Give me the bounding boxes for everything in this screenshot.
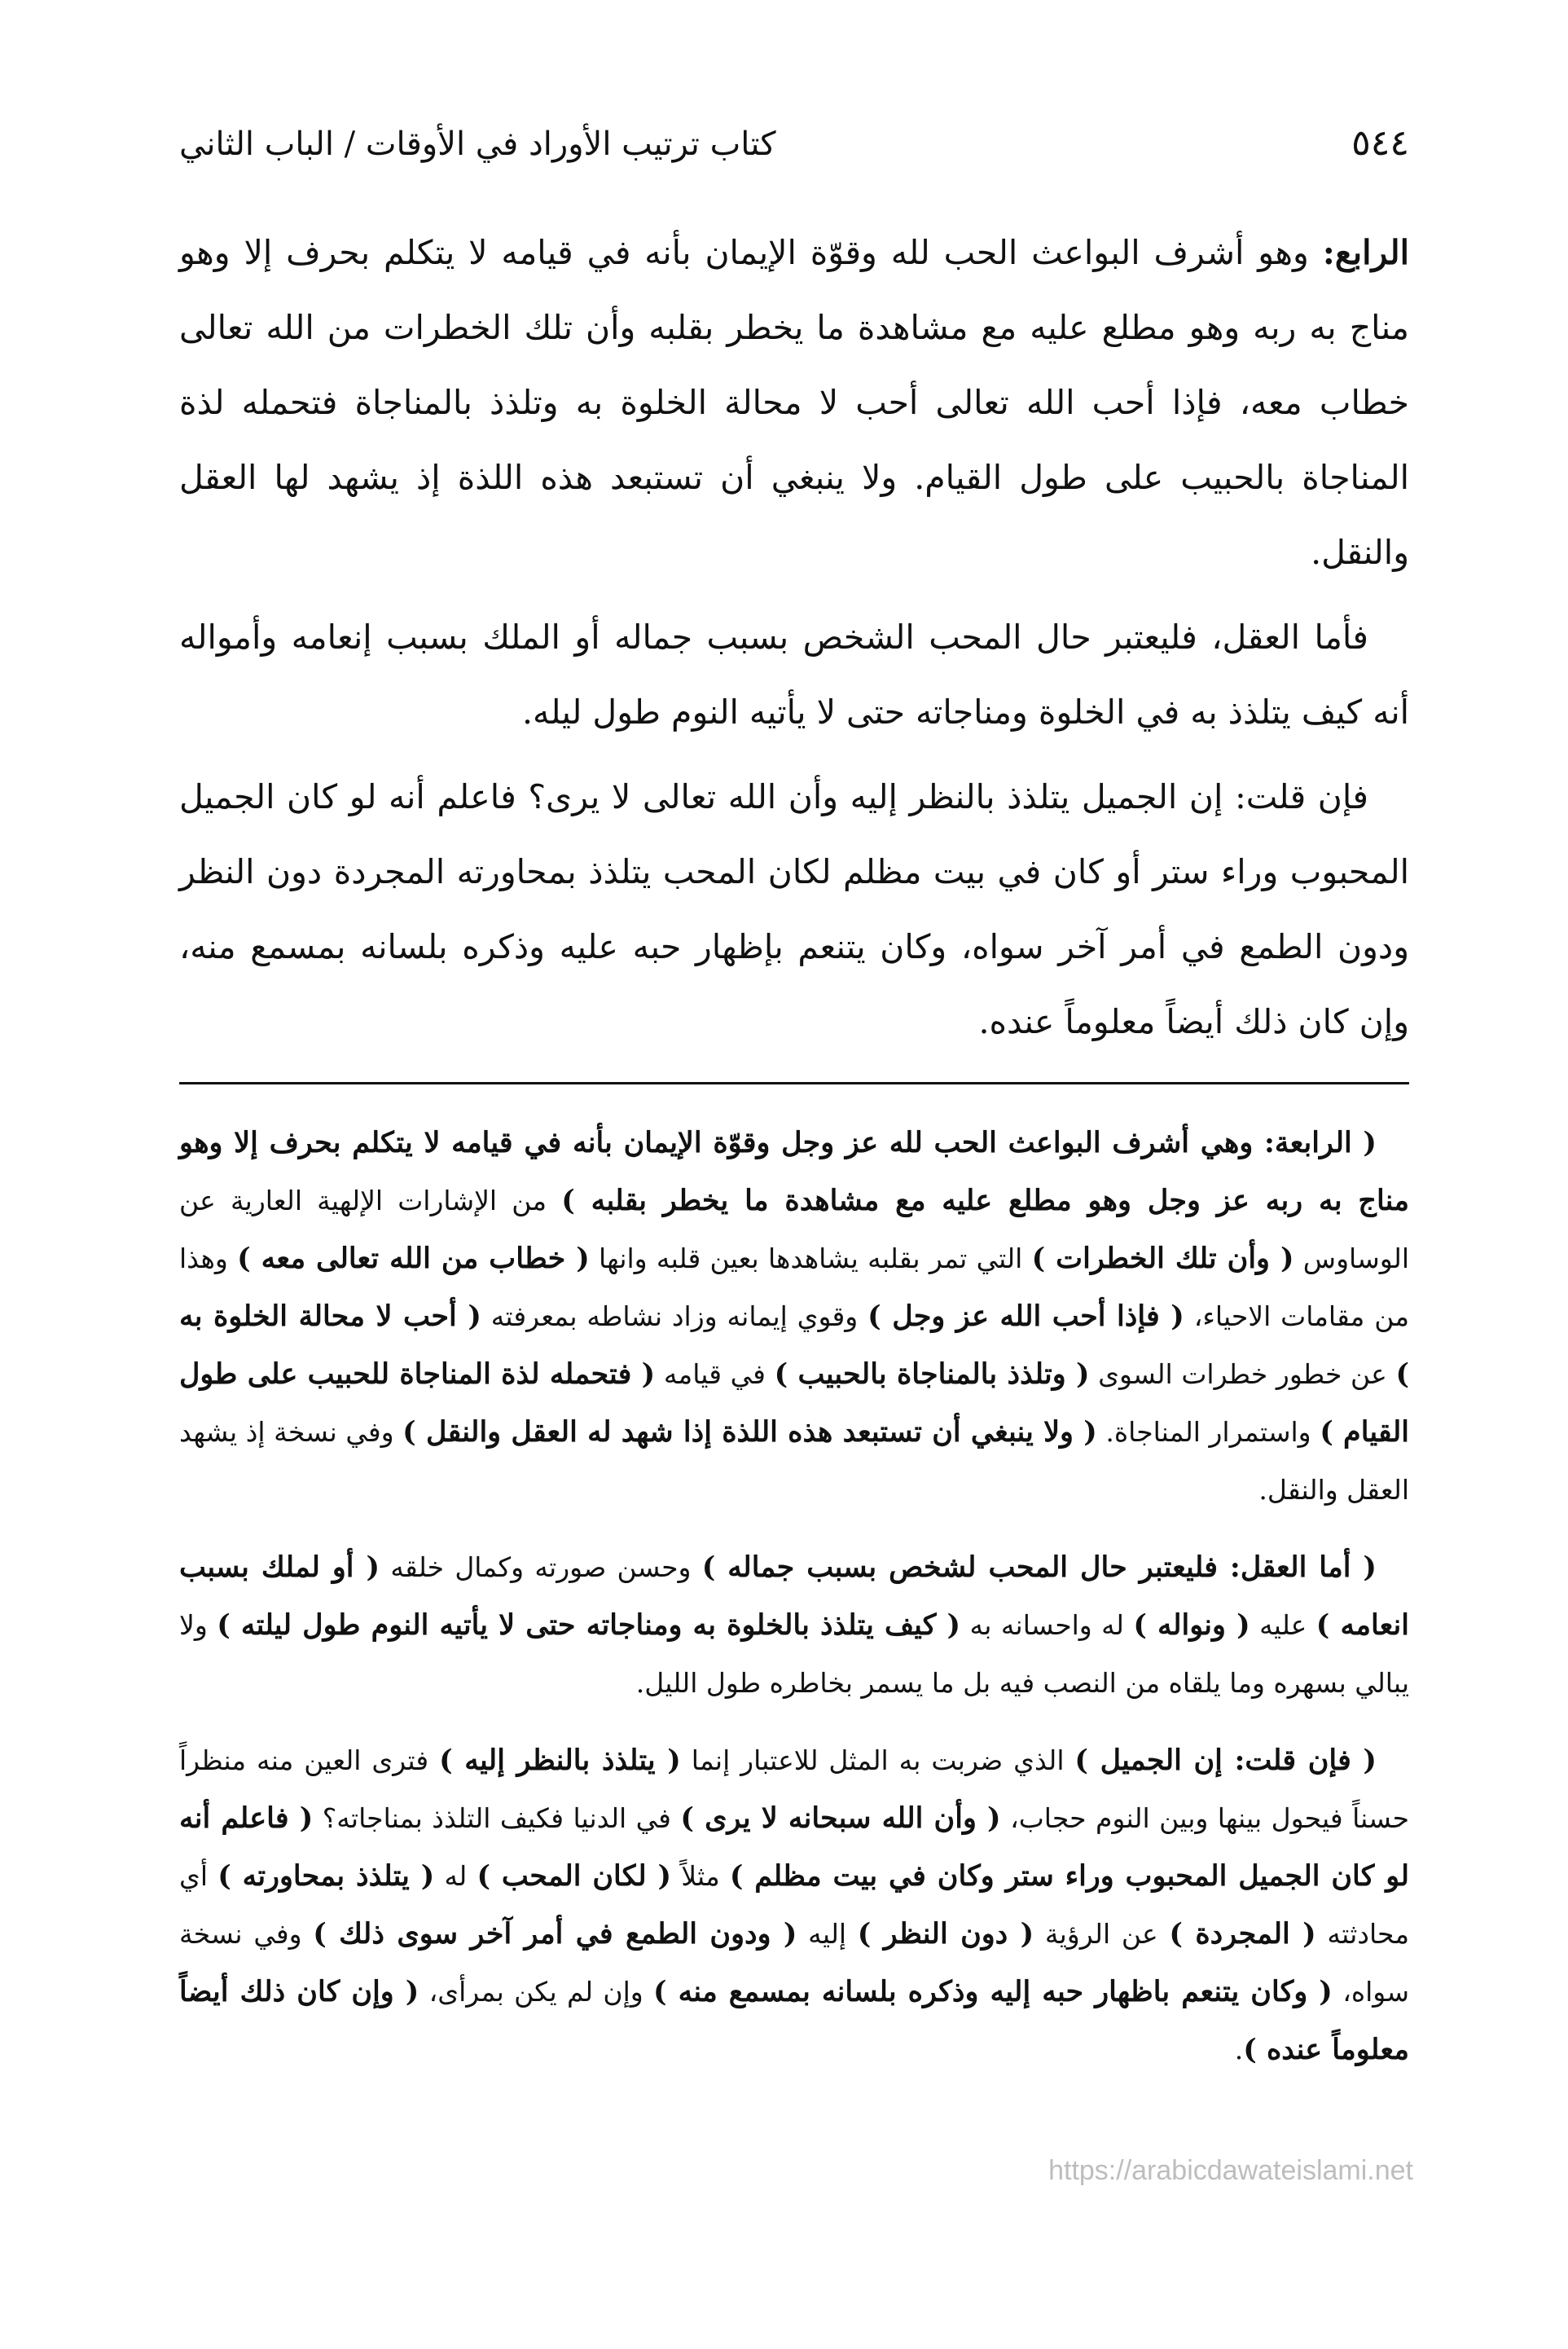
commentary-text: وهذا من مقامات الاحياء، [179,1243,1409,1332]
quoted-matn: ( أما العقل: فليعتبر حال المحب لشخص بسبب جماله ) [701,1551,1377,1584]
main-paragraph [179,215,1409,590]
quoted-matn: ( ولا ينبغي أن تستبعد هذه اللذة إذا شهد له العقل والنقل ) [402,1415,1097,1449]
quoted-matn: ( فإن قلت: إن الجميل ) [1074,1744,1377,1777]
running-header [179,122,1409,179]
commentary-text: . [1234,2034,1244,2065]
quoted-matn: ( وكان يتنعم باظهار حبه إليه وذكره بلسانه بمسمع منه ) [653,1975,1333,2008]
commentary-text: واستمرار المناجاة. [1096,1416,1320,1448]
quoted-matn: ( فاعلم أنه لو كان الجميل المحبوب وراء ستر وكان في بيت مظلم ) [179,1801,1409,1893]
quoted-matn: ( فإذا أحب الله عز وجل ) [867,1300,1184,1333]
main-paragraph: فأما العقل، فليعتبر حال المحب الشخص بسبب جماله أو الملك بسبب إنعامه وأمواله أنه كيف يتلذذ به في الخلوة ومناجاته حتى لا يأتيه النوم طول ليله. [179,618,1409,732]
commentary-text: التي تمر بقلبه يشاهدها بعين قلبه وانها [589,1243,1032,1274]
quoted-matn: ( دون النظر ) [857,1917,1034,1951]
footnote-divider [179,1082,1409,1084]
paragraph-lead: الرابع: [1322,233,1409,272]
commentary-paragraph [179,1731,1409,2078]
commentary-text: مثلاً [671,1860,730,1892]
quoted-matn: ( أو لملك بسبب انعامه ) [179,1551,1410,1642]
commentary-text: وفي نسخة سواه، [179,1918,1409,2008]
watermark: https://arabicdawateislami.net [1048,2155,1413,2186]
quoted-matn: ( ونواله ) [1133,1608,1250,1642]
commentary-text: الذي ضربت به المثل للاعتبار إنما [680,1744,1075,1776]
quoted-matn: ( يتلذذ بمحاورته ) [217,1859,435,1893]
commentary-text: وإن لم يكن بمرأى، [419,1976,654,2008]
commentary-text: له واحسانه به [960,1609,1134,1641]
quoted-matn: ( وأن تلك الخطرات ) [1031,1242,1294,1275]
quoted-matn: ( فتحمله لذة المناجاة للحبيب على طول القيام ) [179,1357,1410,1449]
page-number: ٥٤٤ [1351,122,1409,164]
quoted-matn: ( وأن الله سبحانه لا يرى ) [680,1801,1001,1835]
commentary-paragraph [179,1538,1409,1712]
quoted-matn: ( وتلذذ بالمناجاة بالحبيب ) [774,1357,1090,1391]
main-paragraph: فإن قلت: إن الجميل يتلذذ بالنظر إليه وأن الله تعالى لا يرى؟ فاعلم أنه لو كان الجميل المحبوب وراء ستر أو كان في بيت مظلم لكان المحب يتلذذ بمحاورته المجردة دون النظر ودون الطمع في أمر آخر سواه، وكان يتنعم بإظهار حبه عليه وذكره بلسانه بمسمع منه، وإن كان ذلك أيضاً معلوماً عنده. [179,777,1409,1041]
commentary-text: عن الرؤية [1034,1918,1170,1950]
commentary-text: من الإشارات الإلهية العارية عن الوساوس [179,1185,1409,1274]
commentary-text: في قيامه [655,1358,775,1390]
commentary-text: ولا يبالي بسهره وما يلقاه من النصب فيه بل ما يسمر بخاطره طول الليل. [179,1609,1409,1699]
quoted-matn: ( المجردة ) [1169,1917,1316,1951]
book-page [179,122,1409,2098]
quoted-matn: ( يتلذذ بالنظر إليه ) [439,1744,681,1777]
commentary-text: أي محادثته [179,1860,1409,1950]
commentary-text: وقوي إيمانه وزاد نشاطه بمعرفته [481,1300,868,1332]
commentary-text: عليه [1250,1609,1316,1641]
commentary-text: وحسن صورته وكمال خلقه [380,1551,702,1583]
running-title: كتاب ترتيب الأوراد في الأوقات / الباب الثاني [179,125,776,163]
commentary-paragraph [179,1114,1409,1519]
quoted-matn: ( لكان المحب ) [477,1859,672,1893]
commentary-text: عن خطور خطرات السوى [1089,1358,1396,1390]
quoted-matn: ( ودون الطمع في أمر آخر سوى ذلك ) [313,1917,797,1951]
commentary [179,1114,1409,2078]
quoted-matn: ( أحب لا محالة الخلوة به ) [179,1300,1409,1391]
quoted-matn: ( وإن كان ذلك أيضاً معلوماً عنده ) [179,1975,1409,2066]
paragraph-text: وهو أشرف البواعث الحب لله وقوّة الإيمان بأنه في قيامه لا يتكلم بحرف إلا وهو مناج به ربه وهو مطلع عليه مع مشاهدة ما يخطر بقلبه وأن تلك الخطرات من الله تعالى خطاب معه، فإذا أحب الله تعالى أحب لا محالة الخلوة به وتلذذ بالمناجاة فتحمله لذة المناجاة بالحبيب على طول القيام. ولا ينبغي أن تستبعد هذه اللذة إذ يشهد لها العقل والنقل. [179,233,1409,572]
commentary-text: وفي نسخة إذ يشهد العقل والنقل. [179,1416,1409,1506]
commentary-text: إليه [797,1918,858,1950]
main-text [179,215,1409,1059]
commentary-text: له [434,1860,477,1892]
quoted-matn: ( كيف يتلذذ بالخلوة به ومناجاته حتى لا يأتيه النوم طول ليلته ) [217,1608,961,1642]
commentary-text: فترى العين منه منظراً حسناً فيحول بينها وبين النوم حجاب، [179,1744,1409,1834]
quoted-matn: ( الرابعة: وهي أشرف البواعث الحب لله عز وجل وقوّة الإيمان بأنه في قيامه لا يتكلم بحرف إلا وهو مناج به ربه عز وجل وهو مطلع عليه مع مشاهدة ما يخطر بقلبه ) [179,1126,1409,1217]
commentary-text: في الدنيا فكيف التلذذ بمناجاته؟ [313,1802,681,1834]
quoted-matn: ( خطاب من الله تعالى معه ) [237,1242,590,1275]
